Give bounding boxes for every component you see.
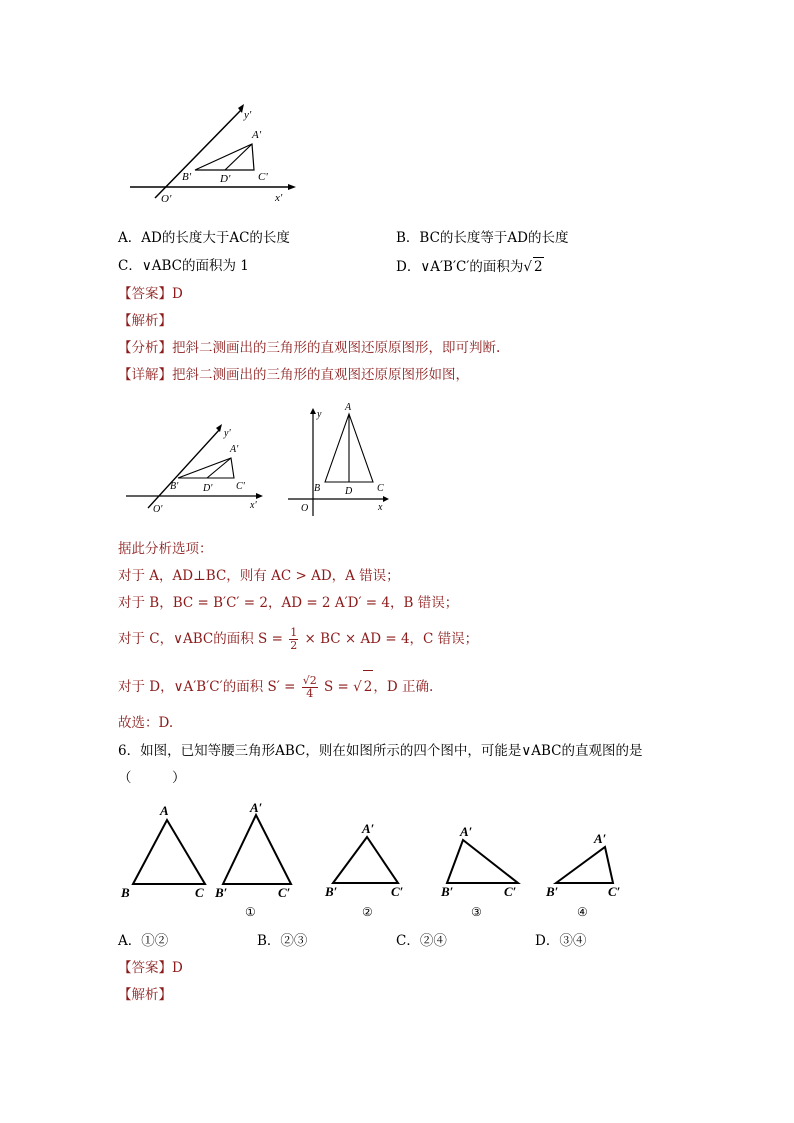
circled-1: ① <box>245 905 256 919</box>
q5-fenxi: 【分析】把斜二测画出的三角形的直观图还原原图形，即可判断. <box>118 340 501 356</box>
fraction: $\frac{1}{2}$ <box>290 626 298 652</box>
tri-label-a: A <box>160 803 169 818</box>
solution-line-b: 对于 B，BC = B′C′ = 2，AD = 2 A′D′ = 4，B 错误； <box>118 595 459 611</box>
figure-oblique-view-2 <box>118 420 268 515</box>
q6-option-d: D．③④ <box>535 933 587 949</box>
tri3-label-b: B′ <box>441 884 454 899</box>
q5-answer: 【答案】D <box>118 286 183 302</box>
tri2-label-c: C′ <box>391 884 404 899</box>
q5-option-b: B．BC的长度等于AD的长度 <box>396 230 569 246</box>
figure-oblique-view-1 <box>120 100 300 210</box>
tri4-label-b: B′ <box>546 884 559 899</box>
label-a: A' <box>230 444 239 455</box>
label-b: B' <box>182 171 192 183</box>
figure-q6-triangles <box>115 795 635 925</box>
label-a: A' <box>252 129 262 141</box>
circled-4: ④ <box>577 905 588 919</box>
label-y: y <box>317 409 322 420</box>
tri2-label-a: A′ <box>362 821 375 836</box>
fraction: $\frac{√2}{4}$ <box>302 674 317 700</box>
tri1-label-a: A′ <box>250 800 263 815</box>
label-y: y' <box>224 428 231 439</box>
solution-conclusion: 故选：D. <box>118 715 174 731</box>
label-c: C <box>377 483 384 494</box>
label-x: x <box>378 502 383 513</box>
label-d: D' <box>203 483 213 494</box>
q6-answer: 【答案】D <box>118 960 183 976</box>
tri4-label-a: A′ <box>594 831 607 846</box>
q6-option-c: C．②④ <box>396 933 447 949</box>
tri4-label-c: C′ <box>608 884 621 899</box>
label-b: B' <box>170 481 179 492</box>
q6-stem: 6．如图，已知等腰三角形ABC，则在如图所示的四个图中，可能是∨ABC的直观图的是 <box>118 743 643 759</box>
label-c: C' <box>258 171 268 183</box>
q5-option-d: D．∨A′B′C′的面积为√ 2 <box>396 259 543 275</box>
tri1-label-c: C′ <box>278 885 291 900</box>
tri1-label-b: B′ <box>215 885 228 900</box>
solution-line-d: 对于 D，∨A′B′C′的面积 S′ = $\frac{√2}{4}$ S = √ 2，D 正确. <box>118 670 433 703</box>
solution-intro: 据此分析选项： <box>118 541 213 557</box>
tri3-label-a: A′ <box>460 824 473 839</box>
tri3-label-c: C′ <box>504 884 517 899</box>
label-d: D' <box>220 173 231 185</box>
label-o: O <box>301 503 309 514</box>
q6-option-a: A．①② <box>118 933 169 949</box>
label-o: O' <box>153 504 163 515</box>
q6-option-b: B．②③ <box>257 933 308 949</box>
label-c: C' <box>236 481 245 492</box>
tri-label-b: B <box>121 885 130 900</box>
solution-line-a: 对于 A，AD⊥BC，则有 AC > AD，A 错误； <box>118 568 400 584</box>
label-b: B <box>314 483 321 494</box>
figure-original-triangle <box>285 400 395 520</box>
tri-label-c: C <box>195 885 204 900</box>
tri2-label-b: B′ <box>325 884 338 899</box>
q5-xiangjie: 【详解】把斜二测画出的三角形的直观图还原原图形如图， <box>118 367 469 383</box>
q6-analysis-label: 【解析】 <box>118 987 172 1003</box>
sqrt-value: 2 <box>534 259 543 275</box>
label-x: x' <box>250 500 257 511</box>
circled-2: ② <box>362 905 373 919</box>
q6-blank: （ ） <box>118 770 186 786</box>
q5-option-c: C．∨ABC的面积为 1 <box>118 258 249 274</box>
circled-3: ③ <box>471 905 482 919</box>
q5-option-a: A．AD的长度大于AC的长度 <box>118 230 290 246</box>
q5-analysis-label: 【解析】 <box>118 313 172 329</box>
label-o: O' <box>161 193 172 205</box>
label-a: A <box>345 402 352 413</box>
label-y: y' <box>244 109 252 121</box>
label-d: D <box>345 486 353 497</box>
label-x: x' <box>275 192 283 204</box>
solution-line-c: 对于 C，∨ABC的面积 S = $\frac{1}{2}$ × BC × AD = 4，C 错误； <box>118 626 479 652</box>
